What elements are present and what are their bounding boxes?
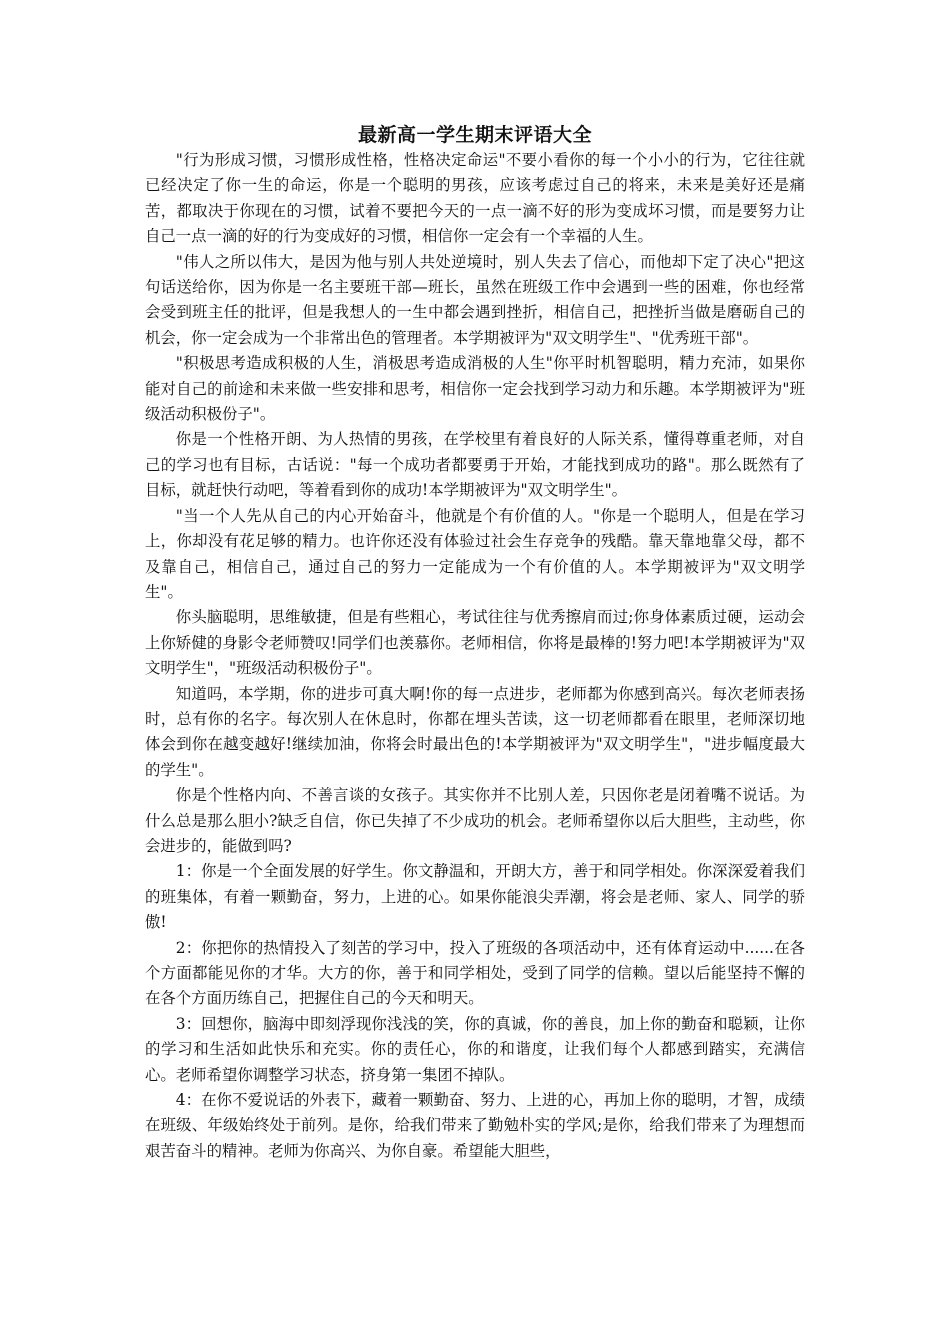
paragraph: 4：在你不爱说话的外表下，藏着一颗勤奋、努力、上进的心，再加上你的聪明，才智，成绩在班级、年级始终处于前列。是你，给我们带来了勤勉朴实的学风;是你，给我们带来了为理想而艰苦奋斗的精神。老师为你高兴、为你自豪。希望能大胆些， [145,1091,805,1160]
paragraph: 知道吗，本学期，你的进步可真大啊!你的每一点进步，老师都为你感到高兴。每次老师表扬时，总有你的名字。每次别人在休息时，你都在埋头苦读，这一切老师都看在眼里，老师深切地体会到你在越变越好!继续加油，你将会时最出色的!本学期被评为"双文明学生"，"进步幅度最大的学生"。 [145,684,805,779]
paragraph: 1：你是一个全面发展的好学生。你文静温和，开朗大方，善于和同学相处。你深深爱着我们的班集体，有着一颗勤奋，努力，上进的心。如果你能浪尖弄潮，将会是老师、家人、同学的骄傲! [145,862,805,932]
paragraph: "当一个人先从自己的内心开始奋斗，他就是个有价值的人。"你是一个聪明人，但是在学习上，你却没有花足够的精力。也许你还没有体验过社会生存竞争的残酷。靠天靠地靠父母，都不及靠自己，相信自己，通过自己的努力一定能成为一个有价值的人。本学期被评为"双文明学生"。 [145,506,805,601]
document-title: 最新高一学生期末评语大全 [357,124,592,146]
paragraph: "行为形成习惯，习惯形成性格，性格决定命运"不要小看你的每一个小小的行为，它往往就已经决定了你一生的命运，你是一个聪明的男孩，应该考虑过自己的将来，未来是美好还是痛苦，都取决于你现在的习惯，试着不要把今天的一点一滴不好的形为变成坏习惯，而是要努力让自己一点一滴的好的行为变成好的习惯，相信你一定会有一个幸福的人生。 [145,151,805,246]
paragraph: 你头脑聪明，思维敏捷，但是有些粗心，考试往往与优秀擦肩而过;你身体素质过硬，运动会上你矫健的身影令老师赞叹!同学们也羡慕你。老师相信，你将是最棒的!努力吧!本学期被评为"双文明学生"，"班级活动积极份子"。 [145,608,805,678]
paragraph: "伟人之所以伟大，是因为他与别人共处逆境时，别人失去了信心，而他却下定了决心"把这句话送给你，因为你是一名主要班干部—班长，虽然在班级工作中会遇到一些的困难，你也经常会受到班主任的批评，但是我想人的一生中都会遇到挫折，相信自己，把挫折当做是磨砺自己的机会，你一定会成为一个非常出色的管理者。本学期被评为"双文明学生"、"优秀班干部"。 [145,252,805,347]
paragraph: 你是个性格内向、不善言谈的女孩子。其实你并不比别人差，只因你老是闭着嘴不说话。为什么总是那么胆小?缺乏自信，你已失掉了不少成功的机会。老师希望你以后大胆些，主动些，你会进步的，能做到吗? [145,786,805,855]
document-page [145,122,805,1164]
paragraph: 你是一个性格开朗、为人热情的男孩，在学校里有着良好的人际关系，懂得尊重老师，对自己的学习也有目标，古话说："每一个成功者都要勇于开始，才能找到成功的路"。那么既然有了目标，就赶快行动吧，等着看到你的成功!本学期被评为"双文明学生"。 [145,430,805,500]
paragraph: 3：回想你，脑海中即刻浮现你浅浅的笑，你的真诚，你的善良，加上你的勤奋和聪颖，让你的学习和生活如此快乐和充实。你的责任心，你的和谐度，让我们每个人都感到踏实，充满信心。老师希望你调整学习状态，挤身第一集团不掉队。 [145,1014,805,1084]
paragraph: "积极思考造成积极的人生，消极思考造成消极的人生"你平时机智聪明，精力充沛，如果你能对自己的前途和未来做一些安排和思考，相信你一定会找到学习动力和乐趣。本学期被评为"班级活动积极份子"。 [145,354,805,424]
paragraph: 2：你把你的热情投入了刻苦的学习中，投入了班级的各项活动中，还有体育运动中......在各个方面都能见你的才华。大方的你，善于和同学相处，受到了同学的信赖。望以后能坚持不懈的在各个方面历练自己，把握住自己的今天和明天。 [145,938,805,1008]
